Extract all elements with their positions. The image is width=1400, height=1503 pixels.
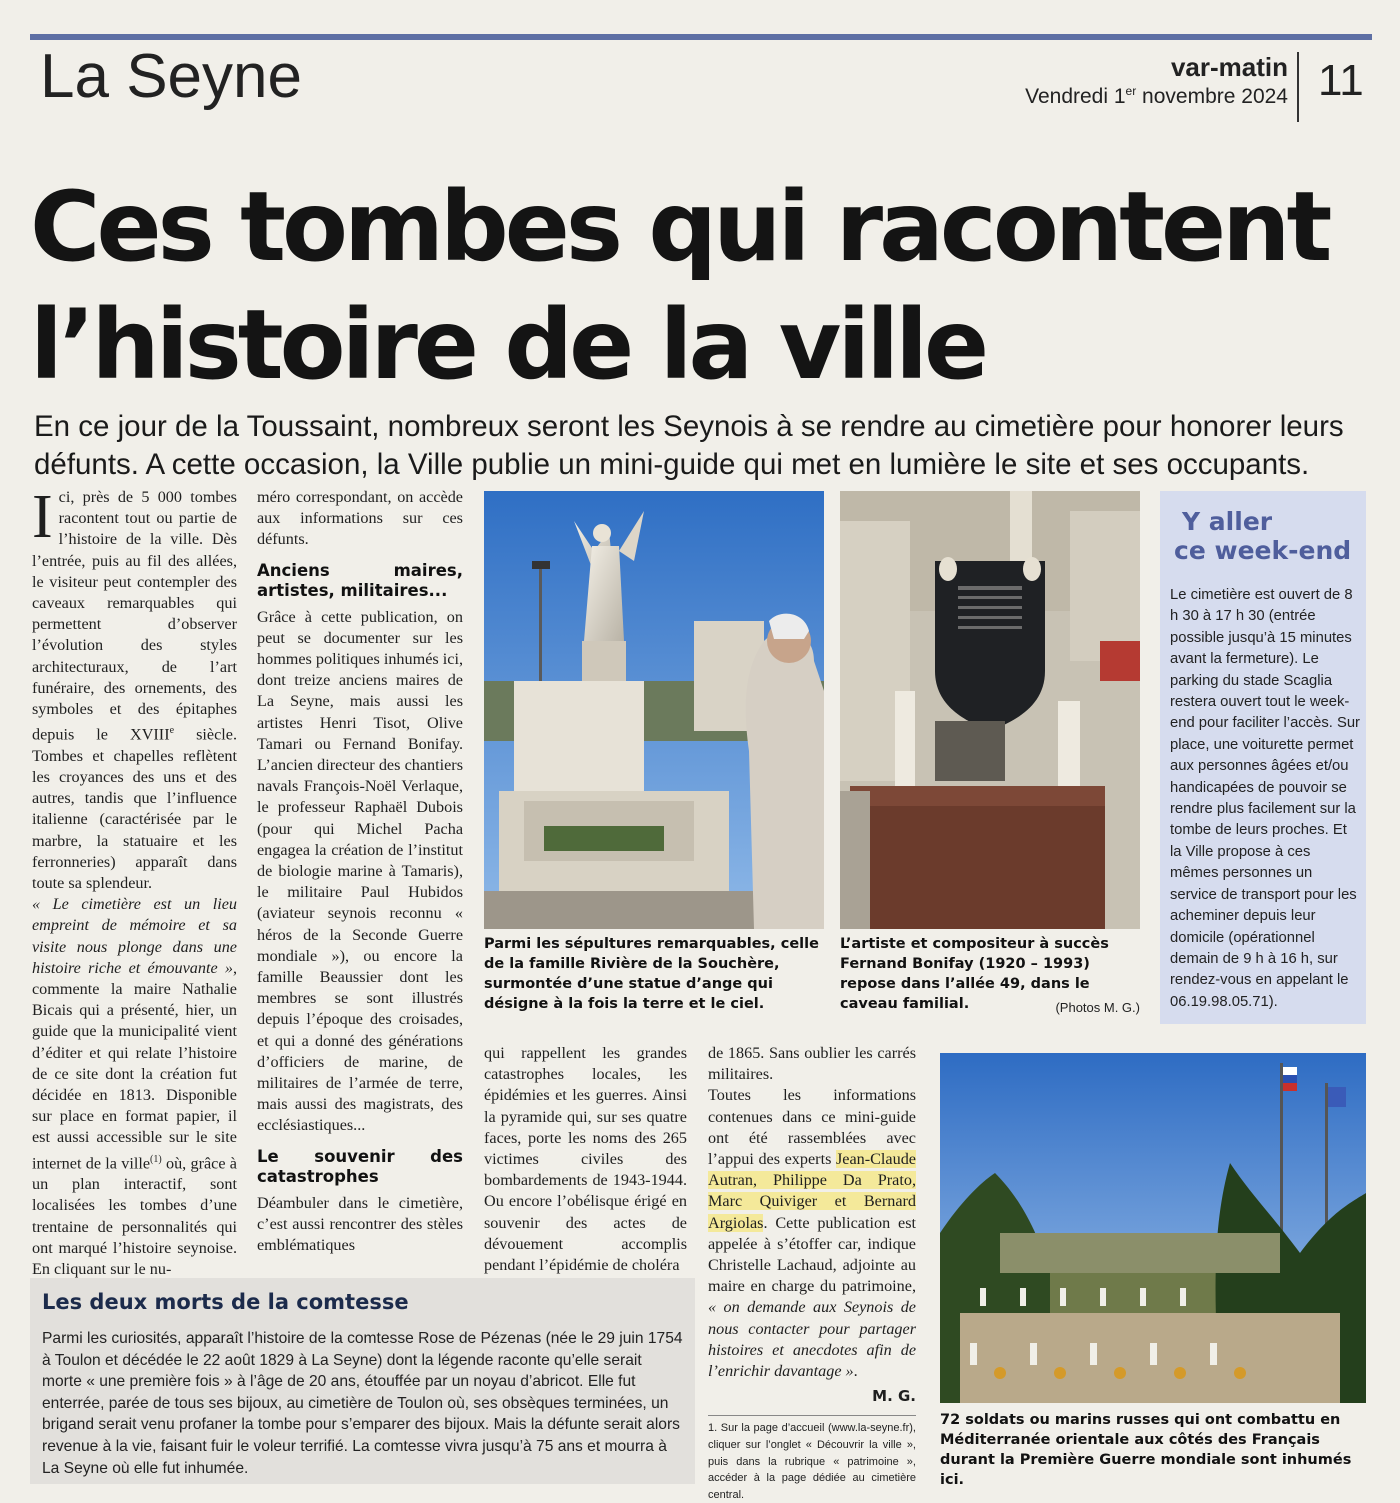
headline <box>30 168 1390 404</box>
author-signature: M. G. <box>872 1387 916 1406</box>
bonifay-grave-illustration <box>840 491 1140 929</box>
caption-bonifay: L’artiste et compositeur à succès Fernand Bonifay (1920 – 1993) repose dans l’allée 49, dans le caveau familial. <box>840 936 1109 1012</box>
col1-text-1b: siècle. Tombes et chapelles reflètent les croyances des uns et des autres, tandis que l’influence italienne (caractérisée par le marbre, la statuaire et les ferronneries) apparaît dans toute sa splendeur. <box>32 725 237 893</box>
col1-text-2b: où, grâce à un plan interactif, sont localisées les tombes d’une trentaine de personnalités qui ont marqué l’histoire seynoise. En cliquant sur le nu- <box>32 1154 237 1279</box>
photo-russian-graves <box>940 1053 1366 1403</box>
headline-line-2: l’histoire de la ville <box>30 289 986 401</box>
col3-text-1: qui rappellent les grandes catastrophes locales, les épidémies et les guerres. Ainsi la pyramide qui, sur ses quatre faces, porte les noms des 265 victimes civiles des bombardements de 1943-1944. Ou encore l’obélisque érigé en souvenir des actes de dévouement accomplis pendant l’épidémie de choléra <box>484 1044 687 1275</box>
article-column-1 <box>32 483 237 1280</box>
footnote: 1. Sur la page d’accueil (www.la-seyne.fr), cliquer sur l’onglet « Découvrir la ville », puis dans la rubrique « patrimoine », accéder à la page dédiée au cimetière central. <box>708 1415 916 1503</box>
mayor-quote: « Le cimetière est un lieu empreint de mémoire et sa visite nous plonge dans une histoire riche et émouvante » <box>32 895 237 977</box>
col2-text-2: Grâce à cette publication, on peut se documenter sur les hommes politiques inhumés ici, dont treize anciens maires de La Seyne, mais aussi les artistes Henri Tisot, Olive Tamari ou Fernand Bonifay. L’ancien directeur des chantiers navals François-Noël Verlaque, le professeur Raphaël Dubois (pour qui Michel Pacha engagea la création de l’institut de biologie marine à Tamaris), le militaire Paul Hubidos (aviateur seynois reconnu « héros de la Seconde Guerre mondiale »), ou encore la famille Beaussier dont les membres se sont illustrés depuis l’époque des croisades, et qui a donné des générations d’officiers de marine, de militaires de l’armée de terre, mais aussi des magistrats, des ecclésiastiques... <box>257 607 463 1135</box>
date-rest: novembre 2024 <box>1136 85 1288 108</box>
issue-date <box>960 84 1288 109</box>
experts-highlight: Jean-Claude Autran, Philippe Da Prato, Marc Quiviger et Bernard Argiolas <box>708 1150 916 1232</box>
col4-text-2a: Toutes les informations contenues dans ce mini-guide ont été rassemblées avec l’appui des experts <box>708 1086 916 1169</box>
article-column-3 <box>484 1043 687 1276</box>
header-divider <box>1297 52 1299 122</box>
info-box <box>1160 491 1366 1024</box>
newspaper-brand: var-matin <box>1170 52 1288 82</box>
col2-text-3: Déambuler dans le cimetière, c’est aussi rencontrer des stèles emblématiques <box>257 1193 463 1255</box>
caption-angel-tomb: Parmi les sépultures remarquables, celle de la famille Rivière de la Souchère, surmontée d’une statue d’ange qui désigne à la fois la terre et le ciel. <box>484 936 819 1012</box>
col4-text-1: de 1865. Sans oublier les carrés militaires. <box>708 1044 916 1084</box>
col4-text-2b: . Cette publication est appelée à s’étoffer car, indique Christelle Lachaud, adjointe au maire en charge du patrimoine, <box>708 1213 916 1296</box>
article-column-4 <box>708 1043 916 1503</box>
top-rule <box>30 34 1372 40</box>
subhead-maires: Anciens maires, artistes, militaires... <box>257 560 463 600</box>
comtesse-box-title: Les deux morts de la comtesse <box>42 1290 409 1314</box>
info-title-line-2: ce week-end <box>1174 536 1352 565</box>
headline-line-1: Ces tombes qui racontent <box>30 171 1329 283</box>
caption-russian-graves: 72 soldats ou marins russes qui ont combattu en Méditerranée orientale aux côtés des Français durant la Première Guerre mondiale sont inhumés ici. <box>940 1412 1352 1488</box>
col1-text-1: ci, près de 5 000 tombes racontent tout ou partie de l’histoire de la ville. Dès l’entrée, puis au fil des allées, le visiteur peut contempler des caveaux remarquables qui permettent d’observer l’évolution des styles architecturaux, de l’art funéraire, des ornements, des symboles et des épitaphes depuis le XVIII <box>32 488 237 744</box>
drop-cap: I <box>32 483 53 551</box>
info-box-body: Le cimetière est ouvert de 8 h 30 à 17 h 30 (entrée possible jusqu’à 15 minutes avant la fermeture). Le parking du stade Scaglia restera ouvert tout le week-end pour faciliter l’accès. Sur place, une voiturette permet aux personnes âgées et/ou handicapées de pouvoir se rendre plus facilement sur la tombe de leurs proches. Et la Ville propose à ces mêmes personnes un service de transport pour les acheminer depuis leur domicile (opérationnel demain de 9 h à 16 h, sur rendez-vous en appelant le 06.19.98.05.71). <box>1170 587 1360 1010</box>
col1-sup-1: e <box>169 725 175 737</box>
photo-credit: (Photos M. G.) <box>1055 1000 1140 1015</box>
col4-text-2c: . <box>853 1362 858 1381</box>
date-day: Vendredi 1 <box>1025 85 1126 108</box>
section-title: La Seyne <box>40 42 302 111</box>
col1-text-2: , commente la maire Nathalie Bicais qui a présenté, hier, un guide que la municipalité vient d’éditer et qui relate l’histoire de ce site dont la création fut décidée en 1813. Disponible sur place en format papier, il est aussi accessible sur le site internet de la ville <box>32 958 237 1173</box>
info-title-line-1: Y aller <box>1182 507 1273 536</box>
photo-bonifay-grave <box>840 491 1140 929</box>
russian-graves-illustration <box>940 1053 1366 1403</box>
angel-tomb-illustration <box>484 491 824 929</box>
subhead-catastrophes: Le souvenir des catastrophes <box>257 1146 463 1186</box>
page-number: 11 <box>1318 56 1364 105</box>
lede: En ce jour de la Toussaint, nombreux seront les Seynois à se rendre au cimetière pour honorer leurs défunts. A cette occasion, la Ville publie un mini-guide qui met en lumière le site et ses occupants. <box>34 410 1344 481</box>
date-sup: er <box>1125 84 1137 98</box>
photo-angel-tomb <box>484 491 824 929</box>
info-box-title <box>1174 507 1364 565</box>
comtesse-box <box>30 1278 695 1484</box>
adjointe-quote: « on demande aux Seynois de nous contacter pour partager histoires et anecdotes afin de l’enrichir davantage » <box>708 1298 916 1381</box>
article-column-2 <box>257 487 463 1256</box>
footnote-ref: (1) <box>150 1153 162 1165</box>
col2-text-1: méro correspondant, on accède aux informations sur ces défunts. <box>257 488 463 549</box>
comtesse-box-body: Parmi les curiosités, apparaît l’histoire de la comtesse Rose de Pézenas (née le 29 juin 1754 à Toulon et décédée le 22 août 1829 à La Seyne) dont la légende raconte qu’elle serait morte « une première fois » à l’âge de 20 ans, étouffée par un noyau d’abricot. Elle fut enterrée, parée de tous ses bijoux, au cimetière de Toulon où, ses obsèques terminées, un brigand serait venu profaner la tombe pour s’emparer des bijoux. Mais la défunte serait alors revenue à la vie, faisant fuir le voleur terrifié. La comtesse vivra jusqu’à 75 ans et mourra à La Seyne où elle fut inhumée. <box>42 1330 683 1477</box>
